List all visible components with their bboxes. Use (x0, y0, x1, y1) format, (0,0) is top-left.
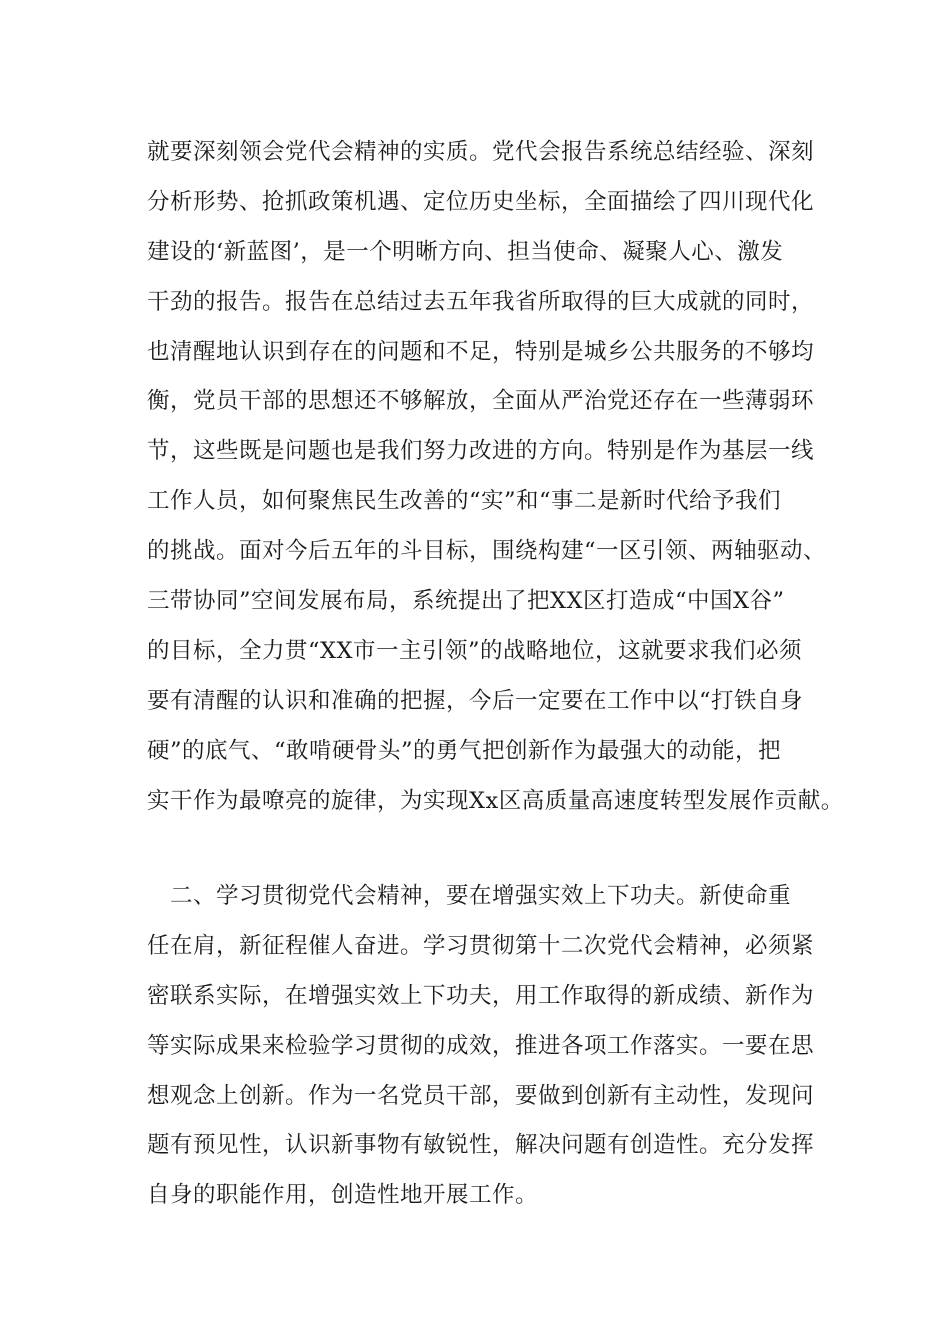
paragraph-2 (147, 872, 847, 1221)
text-line: 就要深刻领会党代会精神的实质。党代会报告系统总结经验、深刻 (147, 139, 815, 165)
text-line: 衡，党员干部的思想还不够解放，全面从严治党还存在一些薄弱环 (147, 388, 815, 415)
text-line: 硬”的底气、“敢啃硬骨头”的勇气把创新作为最强大的动能，把 (147, 737, 782, 764)
text-line: 要有清醒的认识和准确的把握，今后一定要在工作中以“打铁自身 (147, 687, 804, 714)
text-line: 实干作为最嘹亮的旋律，为实现Xx区高质量高速度转型发展作贡献。 (147, 787, 844, 814)
text-line: 也清醒地认识到存在的问题和不足，特别是城乡公共服务的不够均 (147, 338, 815, 365)
text-line: 三带协同”空间发展布局，系统提出了把XX区打造成“中国X谷” (147, 588, 785, 615)
text-line: 分析形势、抢抓政策机遇、定位历史坐标，全面描绘了四川现代化 (147, 188, 815, 215)
text-line: 工作人员，如何聚焦民生改善的“实”和“事二是新时代给予我们 (147, 488, 782, 515)
paragraph-1 (147, 128, 847, 826)
text-line: 干劲的报告。报告在总结过去五年我省所取得的巨大成就的同时， (147, 288, 815, 315)
text-line: 二、学习贯彻党代会精神，要在增强实效上下功夫。新使命重 (147, 883, 792, 909)
text-line: 节，这些既是问题也是我们努力改进的方向。特别是作为基层一线 (147, 438, 815, 465)
text-line: 建设的‘新蓝图’，是一个明晰方向、担当使命、凝聚人心、激发 (147, 238, 784, 265)
text-line: 的目标，全力贯“XX市一主引领”的战略地位，这就要求我们必须 (147, 637, 803, 664)
text-line: 任在肩，新征程催人奋进。学习贯彻第十二次党代会精神，必须紧 (147, 932, 815, 959)
text-line: 自身的职能作用，创造性地开展工作。 (147, 1182, 539, 1209)
text-line: 题有预见性，认识新事物有敏锐性，解决问题有创造性。充分发挥 (147, 1132, 815, 1159)
text-line: 想观念上创新。作为一名党员干部，要做到创新有主动性，发现问 (147, 1082, 815, 1109)
text-line: 等实际成果来检验学习贯彻的成效，推进各项工作落实。一要在思 (147, 1032, 815, 1059)
text-line: 的挑战。面对今后五年的斗目标，围绕构建“一区引领、两轴驱动、 (147, 538, 827, 565)
text-line: 密联系实际，在增强实效上下功夫，用工作取得的新成绩、新作为 (147, 982, 815, 1009)
